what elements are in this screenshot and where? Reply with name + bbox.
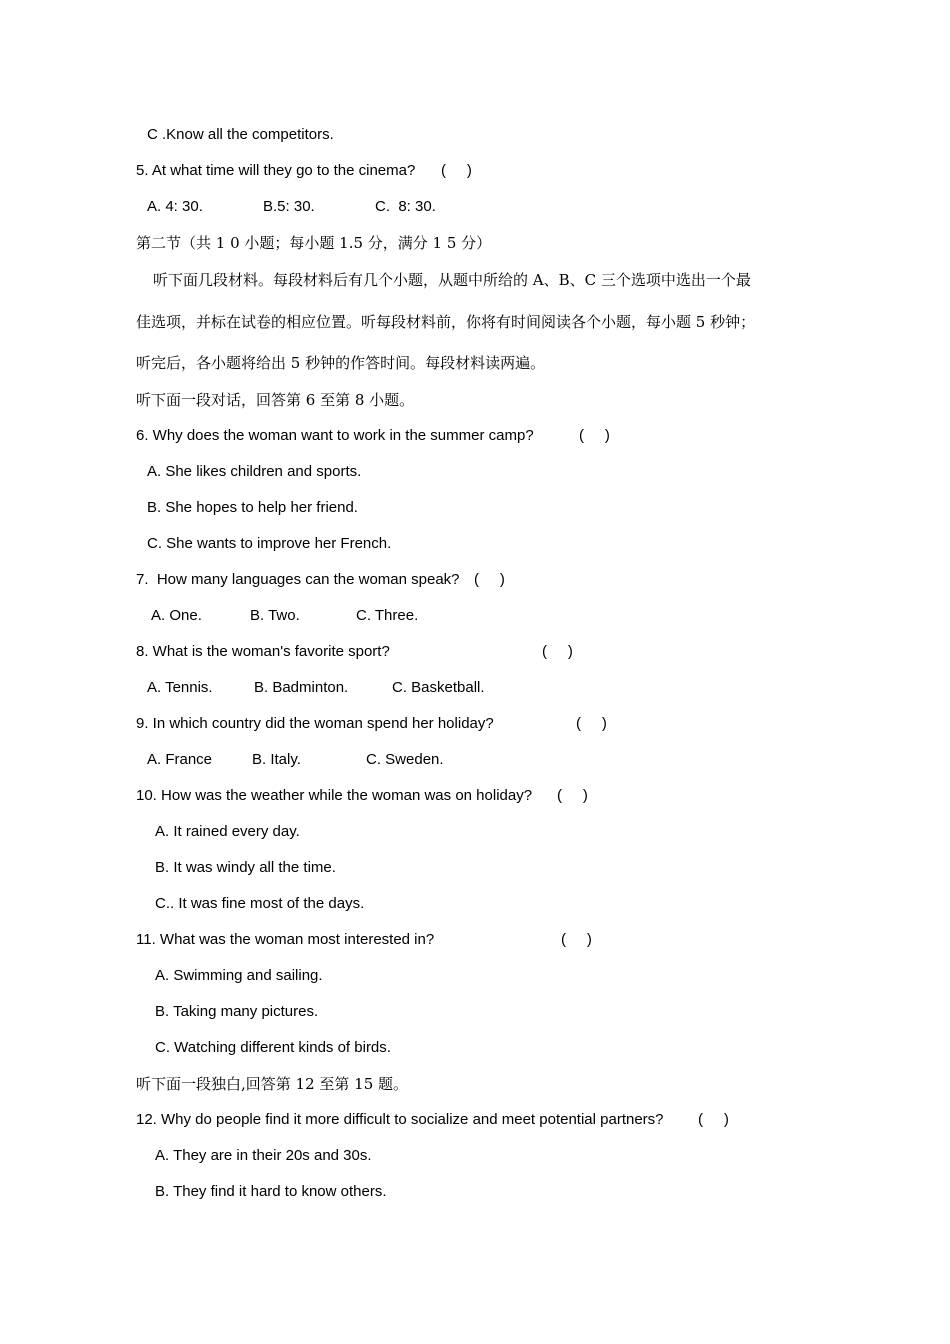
section2-instructions-line1: 听下面几段材料。每段材料后有几个小题，从题中所给的 A、B、C 三个选项中选出一个最	[153, 271, 751, 289]
q7-option-a: A. One.	[151, 607, 202, 624]
q8-stem: 8. What is the woman's favorite sport?	[136, 643, 390, 660]
q12-stem: 12. Why do people find it more difficult to socialize and meet potential partners?	[136, 1111, 664, 1128]
section2-instructions-line3: 听完后，各小题将给出 5 秒钟的作答时间。每段材料读两遍。	[136, 354, 546, 372]
q9-option-c: C. Sweden.	[366, 751, 444, 768]
q7-stem: 7. How many languages can the woman speak?	[136, 571, 460, 588]
q8-option-b: B. Badminton.	[254, 679, 349, 696]
q11-option-a: A. Swimming and sailing.	[155, 967, 323, 984]
q11-answer-blank: ( )	[561, 931, 592, 948]
q9-answer-blank: ( )	[576, 715, 607, 732]
q5-option-b: B.5: 30.	[263, 198, 315, 215]
q5-option-a: A. 4: 30.	[147, 198, 203, 215]
q12-option-b: B. They find it hard to know others.	[155, 1183, 387, 1200]
q5-stem: 5. At what time will they go to the cinema?	[136, 162, 416, 179]
q8-answer-blank: ( )	[542, 643, 573, 660]
q10-option-b: B. It was windy all the time.	[155, 859, 336, 876]
q6-stem: 6. Why does the woman want to work in the summer camp?	[136, 427, 534, 444]
q10-stem: 10. How was the weather while the woman was on holiday?	[136, 787, 533, 804]
section2-heading: 第二节（共 1 0 小题；每小题 1.5 分，满分 1 5 分）	[136, 234, 492, 252]
q9-stem: 9. In which country did the woman spend her holiday?	[136, 715, 494, 732]
q7-option-c: C. Three.	[356, 607, 419, 624]
q7-answer-blank: ( )	[474, 571, 505, 588]
q7-option-b: B. Two.	[250, 607, 300, 624]
q11-stem: 11. What was the woman most interested in?	[136, 931, 435, 948]
q9-option-a: A. France	[147, 751, 213, 768]
q11-option-b: B. Taking many pictures.	[155, 1003, 319, 1020]
q12-answer-blank: ( )	[698, 1111, 729, 1128]
q8-option-c: C. Basketball.	[392, 679, 485, 696]
q10-answer-blank: ( )	[557, 787, 588, 804]
q5-option-c: C. 8: 30.	[375, 198, 436, 215]
q9-option-b: B. Italy.	[252, 751, 301, 768]
q10-option-c: C.. It was fine most of the days.	[155, 895, 365, 912]
monologue-intro: 听下面一段独白,回答第 12 至第 15 题。	[136, 1075, 409, 1093]
q10-option-a: A. It rained every day.	[155, 823, 300, 840]
q12-option-a: A. They are in their 20s and 30s.	[155, 1147, 372, 1164]
q6-option-a: A. She likes children and sports.	[147, 463, 362, 480]
q6-answer-blank: ( )	[579, 427, 610, 444]
q6-option-c: C. She wants to improve her French.	[147, 535, 392, 552]
q6-option-b: B. She hopes to help her friend.	[147, 499, 358, 516]
q4-option-c: C .Know all the competitors.	[147, 126, 334, 143]
q8-option-a: A. Tennis.	[147, 679, 213, 696]
q5-answer-blank: ( )	[441, 162, 472, 179]
section2-instructions-line2: 佳选项，并标在试卷的相应位置。听每段材料前，你将有时间阅读各个小题，每小题 5 秒钟；	[136, 313, 756, 331]
q11-option-c: C. Watching different kinds of birds.	[155, 1039, 391, 1056]
dialogue-intro: 听下面一段对话，回答第 6 至第 8 小题。	[136, 391, 415, 409]
